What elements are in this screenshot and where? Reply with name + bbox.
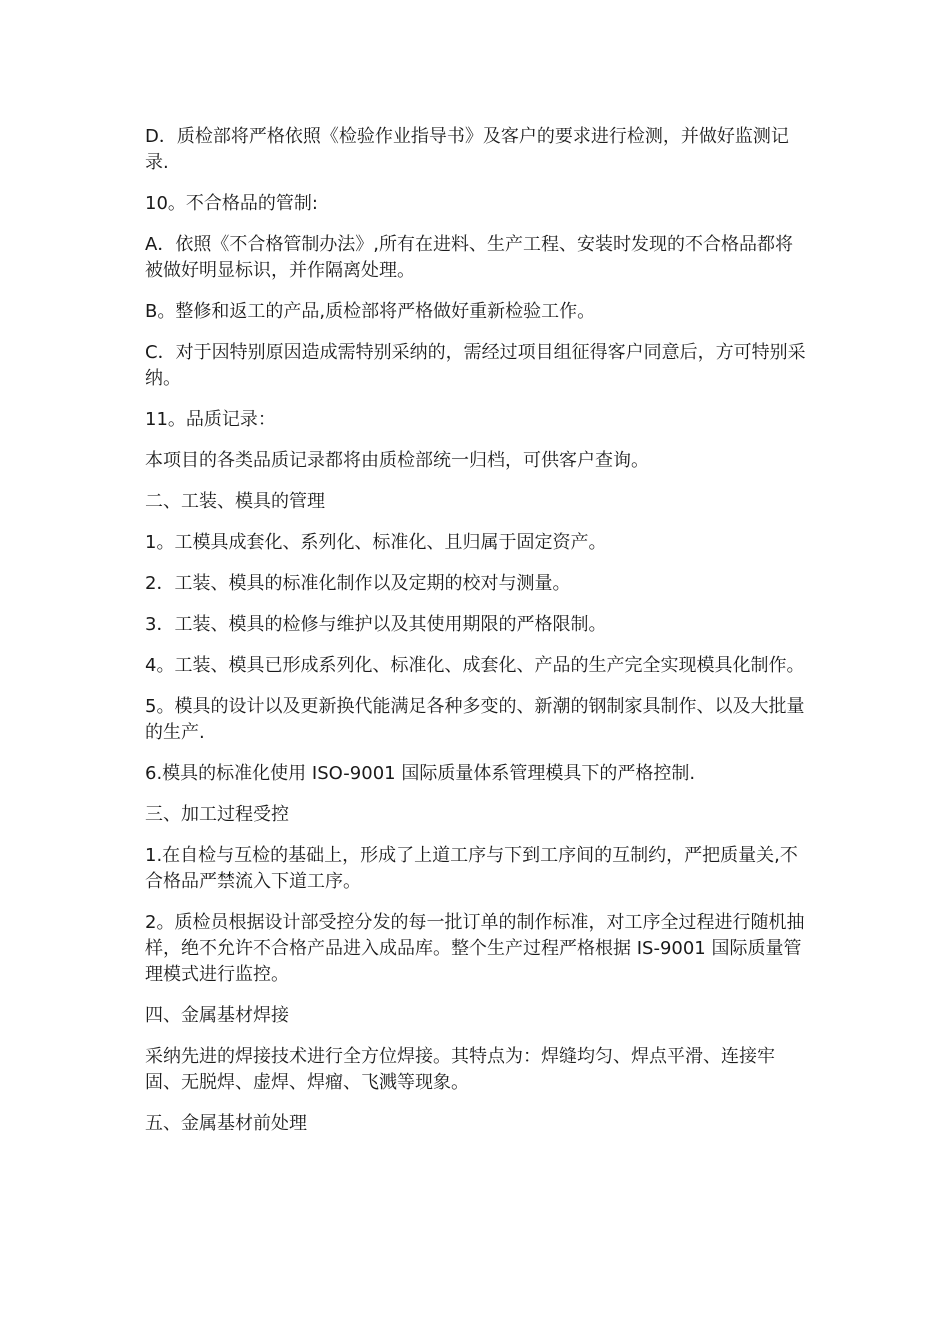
list-item-tooling-4: 4。工装、模具已形成系列化、标准化、成套化、产品的生产完全实现模具化制作。 — [145, 655, 805, 676]
section-heading-tooling-molds: 二、工装、模具的管理 — [145, 491, 325, 512]
section-heading-welding: 四、金属基材焊接 — [145, 1005, 289, 1026]
list-item-process-2: 2。质检员根据设计部受控分发的每一批订单的制作标准，对工序全过程进行随机抽样，绝不允许不合格产品进入成品库。整个生产过程严格根据 IS-9001 国际质量管理模式进行监控。 — [145, 912, 805, 985]
paragraph-c-special-acceptance: C．对于因特别原因造成需特别采纳的，需经过项目组征得客户同意后，方可特别采纳。 — [145, 342, 806, 389]
paragraph-welding: 采纳先进的焊接技术进行全方位焊接。其特点为：焊缝均匀、焊点平滑、连接牢固、无脱焊、虚焊、焊瘤、飞溅等现象。 — [145, 1046, 775, 1093]
list-item-tooling-5: 5。模具的设计以及更新换代能满足各种多变的、新潮的钢制家具制作、以及大批量的生产. — [145, 696, 805, 743]
list-item-tooling-2: 2．工装、模具的标准化制作以及定期的校对与测量。 — [145, 573, 571, 594]
paragraph-quality-records: 本项目的各类品质记录都将由质检部统一归档，可供客户查询。 — [145, 450, 649, 471]
section-heading-process-control: 三、加工过程受控 — [145, 804, 289, 825]
heading-11-quality-records: 11。品质记录： — [145, 409, 276, 430]
document-body — [145, 124, 810, 1152]
list-item-process-1: 1.在自检与互检的基础上，形成了上道工序与下到工序间的互制约，严把质量关,不合格品严禁流入下道工序。 — [145, 845, 798, 892]
paragraph-a-nonconforming: A．依照《不合格管制办法》,所有在进料、生产工程、安装时发现的不合格品都将被做好明显标识，并作隔离处理。 — [145, 234, 794, 281]
paragraph-b-rework: B。整修和返工的产品,质检部将严格做好重新检验工作。 — [145, 301, 596, 322]
paragraph-d-inspection: D．质检部将严格依照《检验作业指导书》及客户的要求进行检测，并做好监测记录. — [145, 126, 789, 173]
list-item-tooling-1: 1。工模具成套化、系列化、标准化、且归属于固定资产。 — [145, 532, 607, 553]
list-item-tooling-3: 3．工装、模具的检修与维护以及其使用期限的严格限制。 — [145, 614, 607, 635]
section-heading-pretreatment: 五、金属基材前处理 — [145, 1113, 307, 1134]
heading-10-nonconforming-control: 10。不合格品的管制: — [145, 193, 318, 214]
list-item-tooling-6: 6.模具的标准化使用 ISO-9001 国际质量体系管理模具下的严格控制. — [145, 763, 696, 784]
